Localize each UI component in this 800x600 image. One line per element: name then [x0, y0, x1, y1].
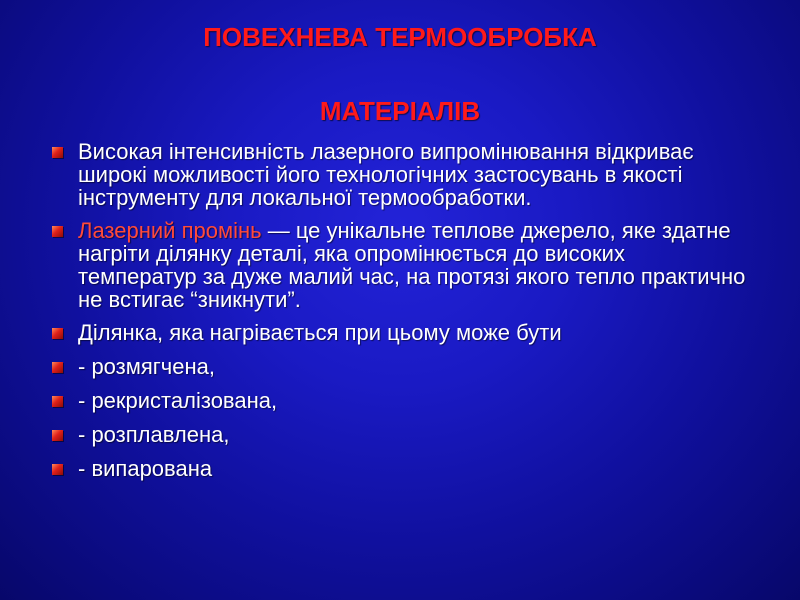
bullet-text-6: - розплавлена,	[78, 422, 230, 447]
bullet-item-6	[48, 423, 748, 446]
bullet-item-4	[48, 355, 748, 378]
slide-title-line-2: МАТЕРІАЛІВ	[319, 96, 481, 126]
bullet-item-3	[48, 321, 748, 344]
bullet-text-4: - розмягчена,	[78, 354, 216, 379]
bullet-text-1: Високая інтенсивність лазерного випромінювання відкриває широкі можливості його технологічних застосувань в якості інструменту для локальної термообработки.	[78, 139, 694, 210]
bullet-text-7: - випарована	[78, 456, 213, 481]
bullet-item-5	[48, 389, 748, 412]
square-bullet-icon	[52, 430, 63, 441]
bullet-item-1	[48, 140, 748, 209]
bullet-item-2	[48, 219, 748, 311]
square-bullet-icon	[52, 362, 63, 373]
square-bullet-icon	[52, 147, 63, 158]
square-bullet-icon	[52, 464, 63, 475]
bullet-text-5: - рекристалізована,	[78, 388, 278, 413]
slide-title-line-1: ПОВЕХНЕВА ТЕРМООБРОБКА	[203, 22, 597, 52]
highlight-term: Лазерний промінь	[78, 218, 262, 243]
bullet-text-2: — це унікальне теплове джерело, яке здатне нагріти ділянку деталі, яка опромінюється до високих температур за дуже малий час, на протязі якого тепло практично не встигає “зникнути”.	[78, 218, 746, 312]
square-bullet-icon	[52, 226, 63, 237]
square-bullet-icon	[52, 396, 63, 407]
bullet-text-3: Ділянка, яка нагрівається при цьому може бути	[78, 320, 562, 345]
bullet-list	[48, 140, 748, 491]
square-bullet-icon	[52, 328, 63, 339]
bullet-item-7	[48, 457, 748, 480]
